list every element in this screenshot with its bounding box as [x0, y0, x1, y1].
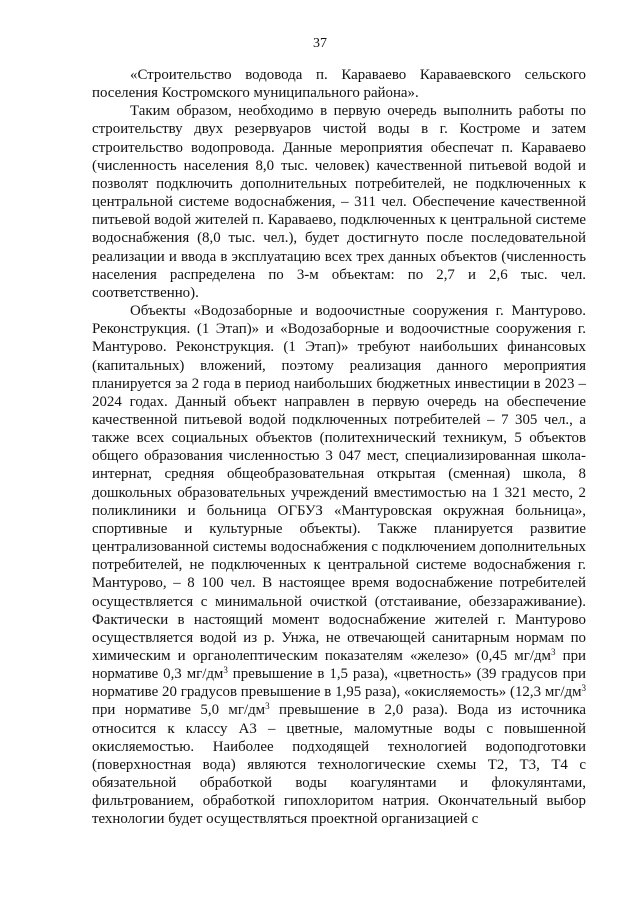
superscript: 3 [550, 647, 556, 657]
text-segment: при нормативе 0,3 мг/дм [92, 648, 586, 683]
superscript: 3 [581, 683, 586, 694]
superscript: 3 [223, 665, 228, 676]
text-segment: превышение в 2,0 раза). Вода из источника относится к классу А3 – цветные, маломутные воды с повышенной окисляемостью. Наиболее подходящей технологией водоподготовки (поверхностная вода) являются технологические схемы Т2, Т3, Т4 с обязательной обработкой воды коагулянтами и флокулянтами, фильтрованием, обработкой гипохлоритом натрия. Окончательный выбор технологии будет осуществляться проектной организацией с [92, 702, 586, 828]
body-text [92, 66, 586, 829]
text-segment: при нормативе 5,0 мг/дм [92, 702, 266, 719]
text-segment: превышение в 1,5 раза), «цветность» (39 градусов при нормативе 20 градусов превышение в 1,95 раза), «окисляемость» (12,3 мг/дм [92, 666, 586, 701]
paragraph-project-title: «Строительство водовода п. Караваево Караваевского сельского поселения Костромского муниципального района». [92, 67, 586, 102]
paragraph-karavaevo: Таким образом, необходимо в первую очередь выполнить работы по строительству двух резервуаров чистой воды в г. Костроме и затем строительство водопровода. Данные мероприятия обеспечат п. Караваево (численность населения 8,0 тыс. человек) качественной питьевой водой и позволят подключить дополнительных потребителей, не подключенных к центральной системе водоснабжения, – 311 чел. Обеспечение качественной питьевой водой жителей п. Караваево, подключенных к центральной системе водоснабжения (8,0 тыс. чел.), будет достигнуто после последовательной реализации и ввода в эксплуатацию всех трех данных объектов (численность населения распределена по 3-м объектам: по 2,7 и 2,6 тыс. чел. соответственно). [92, 103, 586, 301]
paragraph-manturovo [92, 302, 586, 829]
text-segment: Объекты «Водозаборные и водоочистные сооружения г. Мантурово. Реконструкция. (1 Этап)» и «Водозаборные и водоочистные сооружения г. Мантурово. Реконструкция. (1 Этап)» требуют наибольших финансовых (капитальных) вложений, поэтому реализация данного мероприятия планируется за 2 года в период наибольших бюджетных инвестиции в 2023 – 2024 годах. Данный объект направлен в первую очередь на обеспечение качественной питьевой водой подключенных потребителей – 7 305 чел., а также всех социальных объектов (политехнический техникум, 5 объектов общего образования численностью 3 047 мест, специализированная школа-интернат, средняя общеобразовательная открытая (сменная) школа, 8 дошкольных образовательных учреждений вместимостью на 1 321 место, 2 поликлиники и больница ОГБУЗ «Мантуровская окружная больница», спортивные и культурные объекты). Также планируется развитие централизованной системы водоснабжения с подключением дополнительных потребителей, не подключенных к центральной системе водоснабжения г. Мантурово, – 8 100 чел. В настоящее время водоснабжение потребителей осуществляется с минимальной очисткой (отстаивание, обеззараживание). Фактически в настоящий момент водоснабжение жителей г. Мантурово осуществляется водой из р. Унжа, не отвечающей санитарным нормам по химическим и органолептическим показателям «железо» (0,45 мг/дм [92, 303, 586, 664]
superscript: 3 [265, 701, 270, 712]
page-number: 37 [313, 36, 327, 51]
